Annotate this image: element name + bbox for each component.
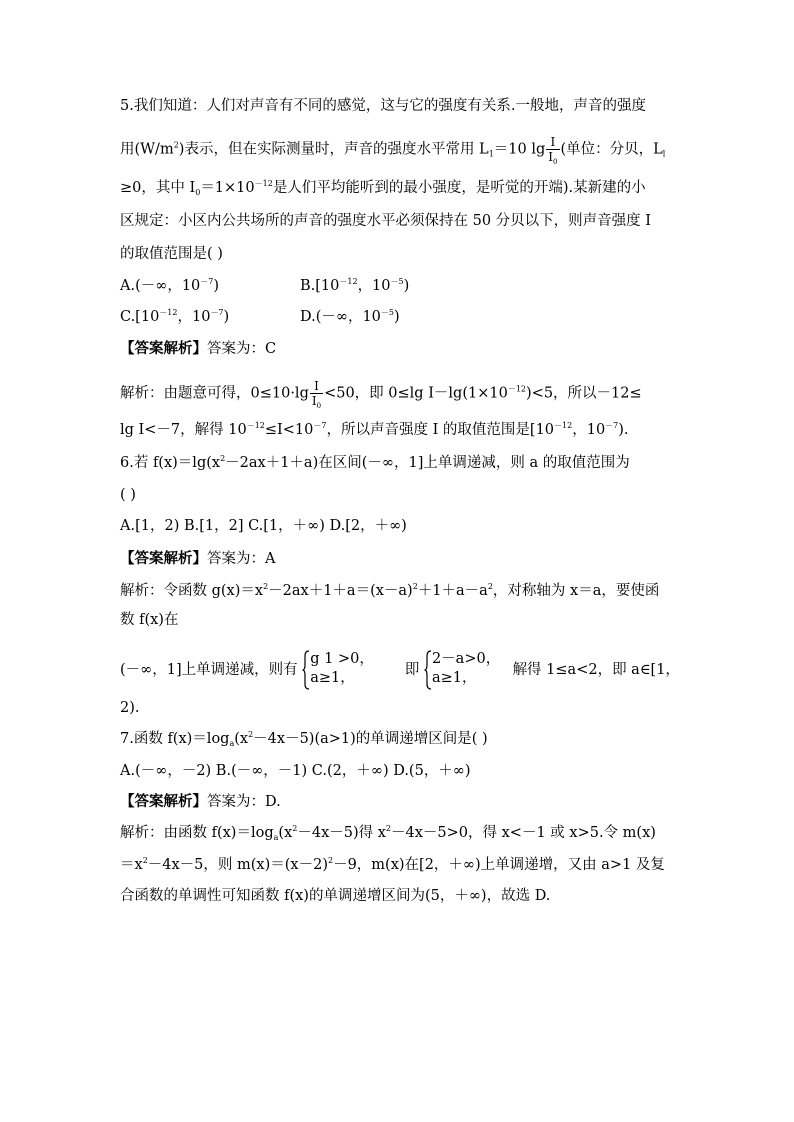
text: －2ax＋1＋a＝(x－a)	[268, 583, 413, 599]
sup: 2	[385, 824, 392, 833]
text: －4x－5，则 m(x)＝(x－2)	[147, 857, 328, 873]
answer-text: 答案为：C	[207, 341, 277, 357]
answer-heading: 【答案解析】	[120, 550, 207, 567]
text: )	[394, 309, 400, 325]
q5-solution-2	[120, 420, 629, 440]
q7-answer	[120, 792, 281, 812]
text: 解析：令函数 g(x)＝x	[120, 583, 264, 599]
answer-text: 答案为：D.	[207, 794, 281, 810]
denominator	[546, 150, 559, 166]
denominator	[310, 394, 323, 410]
sup: 2	[487, 582, 493, 591]
sup: －12	[507, 384, 527, 394]
sup: 2	[263, 582, 269, 591]
text: ).	[618, 422, 629, 438]
text: )	[223, 309, 230, 325]
sub: 1	[488, 149, 494, 159]
numerator: I	[546, 136, 559, 150]
q5-line-5: 的取值范围是( )	[120, 246, 223, 262]
text: )	[213, 278, 220, 294]
text: 7.函数 f(x)＝log	[120, 731, 230, 747]
sup: －7	[313, 421, 327, 430]
q7-solution-1	[120, 823, 656, 843]
sub: l	[662, 149, 666, 159]
den-sub: 0	[553, 158, 558, 166]
text: 解析：由题意可得，0≤10·lg	[120, 385, 309, 402]
sup: 2	[292, 824, 298, 833]
sup: 2	[220, 454, 226, 463]
sup: －12	[554, 421, 573, 430]
numerator: I	[310, 380, 323, 394]
text: (x	[234, 731, 249, 747]
den-text: I	[548, 150, 554, 164]
q7-options: A.(－∞，－2) B.(－∞，－1) C.(2，＋∞) D.(5，＋∞)	[120, 763, 471, 779]
equation-system-1	[302, 650, 372, 690]
den-text: I	[311, 394, 317, 408]
q6-line-2: ( )	[120, 487, 136, 503]
q5-answer	[120, 339, 276, 359]
sub: a	[229, 739, 235, 748]
text: ，10	[357, 278, 391, 294]
text: －4x－5>0，得 x<－1 或 x>5.令 m(x)	[391, 825, 656, 841]
q6-line-1	[120, 453, 630, 473]
text: (x	[278, 825, 293, 841]
sup: －7	[200, 277, 214, 286]
sup: 2	[327, 856, 334, 865]
text: ，10	[177, 309, 211, 325]
text: 解得 1≤a<2，即 a∈[1，	[512, 662, 680, 678]
text: ≥0，其中 I	[120, 180, 196, 196]
sup: 2	[142, 856, 148, 865]
sup: －7	[210, 308, 224, 317]
fraction-i-over-i0	[310, 379, 323, 410]
text: ，对称轴为 x＝a，要使函	[492, 583, 660, 599]
q6-answer	[120, 549, 275, 569]
q5-option-d	[300, 307, 400, 327]
system-row: g 1 >0，	[310, 651, 374, 667]
sup: －12	[254, 179, 273, 188]
text: －2ax＋1＋a)在区间(－∞，1]上单调递减，则 a 的取值范围为	[225, 455, 630, 471]
q5-line-4: 区规定：小区内公共场所的声音的强度水平必须保持在 50 分贝以下，则声音强度 I	[120, 213, 652, 229]
text: ＝x	[120, 857, 143, 873]
text: ＝1×10	[200, 180, 255, 196]
text: lg I<－7，解得 10	[120, 422, 247, 438]
text: B.[10	[300, 278, 340, 294]
q5-option-c	[120, 307, 229, 327]
text: －4x－5)得 x	[297, 825, 386, 841]
text: ，10	[572, 422, 606, 438]
fraction-i-over-i0	[546, 135, 559, 166]
answer-heading: 【答案解析】	[120, 340, 207, 357]
sup: －7	[605, 421, 619, 430]
text: 即	[404, 662, 420, 678]
den-sub: 0	[316, 402, 322, 410]
q6-solution-2: 数 f(x)在	[120, 612, 179, 628]
text: )	[403, 278, 410, 294]
equation-system-2	[424, 650, 501, 690]
sup: －5	[390, 277, 404, 286]
q5-line-2	[120, 135, 666, 166]
text: A.(－∞，10	[120, 278, 201, 294]
text: 是人们平均能听到的最小强度，是听觉的开端).某新建的小	[272, 180, 646, 196]
q5-line-1: 5.我们知道：人们对声音有不同的感觉，这与它的强度有关系.一般地，声音的强度	[120, 98, 646, 114]
text: ，所以声音强度 I 的取值范围是[10	[326, 422, 555, 438]
sup: 2	[248, 730, 254, 739]
q5-solution-1	[120, 379, 642, 410]
sup: 2	[412, 582, 418, 591]
sub: 0	[195, 188, 201, 197]
text: －9，m(x)在[2，＋∞)上单调递增，又由 a>1 及复	[333, 857, 665, 873]
q7-solution-2	[120, 855, 665, 875]
sup: －5	[380, 308, 394, 317]
sup: －12	[159, 308, 178, 317]
sup: 2	[173, 140, 179, 150]
answer-text: 答案为：A	[207, 551, 276, 567]
q6-solution-4: 2).	[120, 700, 140, 716]
sup: －12	[246, 421, 265, 430]
text: 用(W/m	[120, 141, 174, 158]
q5-option-b	[300, 276, 409, 296]
q6-solution-3	[120, 650, 680, 690]
text: D.(－∞，10	[300, 309, 381, 325]
system-row: a≥1，	[310, 670, 355, 686]
text: ＝10 lg	[493, 141, 546, 158]
answer-heading: 【答案解析】	[120, 793, 207, 810]
text: 6.若 f(x)＝lg(x	[120, 455, 221, 471]
sup: －12	[339, 277, 358, 286]
sub: a	[273, 833, 279, 842]
q7-solution-3: 合函数的单调性可知函数 f(x)的单调递增区间为(5，＋∞)，故选 D.	[120, 888, 551, 904]
text: C.[10	[120, 309, 160, 325]
q6-options: A.[1，2) B.[1，2] C.[1，＋∞) D.[2，＋∞)	[120, 518, 407, 534]
system-row: a≥1，	[431, 670, 477, 686]
text: )<5，所以－12≤	[526, 385, 642, 402]
text: (－∞，1]上单调递减，则有	[120, 662, 298, 678]
text: 解析：由函数 f(x)＝log	[120, 825, 274, 841]
text: －4x－5)(a>1)的单调递增区间是( )	[253, 731, 488, 747]
text: <50，即 0≤lg I－lg(1×10	[324, 385, 508, 402]
q7-line-1	[120, 729, 488, 749]
q5-line-3	[120, 178, 646, 198]
text: (单位：分贝，L	[560, 141, 663, 158]
q6-solution-1	[120, 581, 659, 601]
text: ≤I<10	[264, 422, 314, 438]
text: ＋1＋a－a	[417, 583, 488, 599]
q5-option-a	[120, 276, 219, 296]
text: )表示，但在实际测量时，声音的强度水平常用 L	[178, 141, 489, 158]
system-row: 2－a>0，	[431, 651, 501, 667]
